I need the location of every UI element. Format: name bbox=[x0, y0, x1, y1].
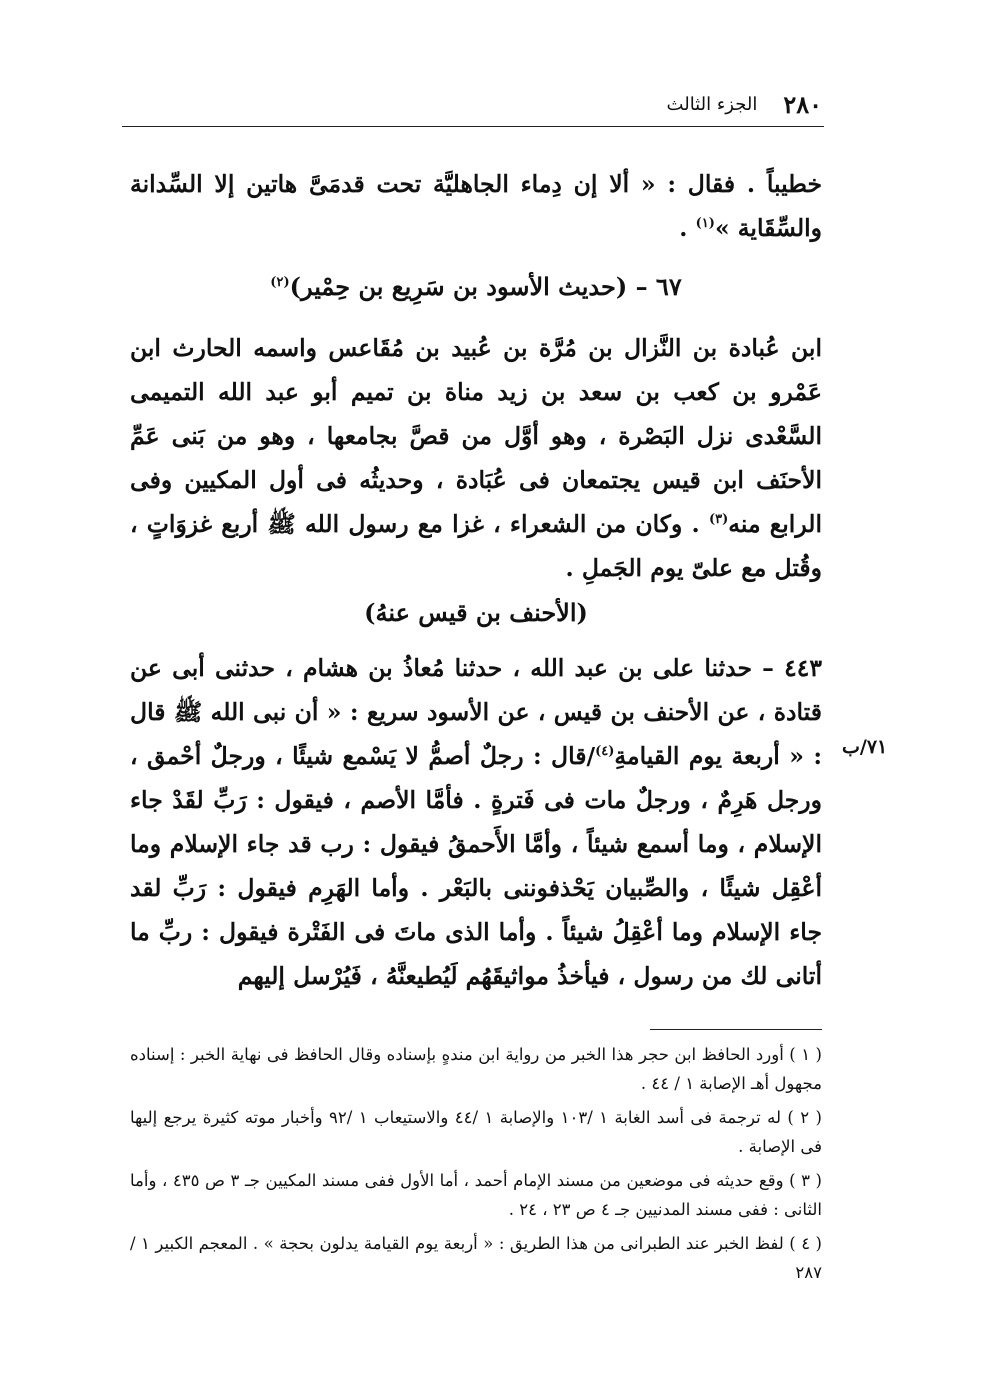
running-title: الجزء الثالث bbox=[666, 93, 758, 115]
subheading-ahnaf: (الأحنف بن قيس عنهُ) bbox=[364, 598, 588, 627]
header-rule bbox=[122, 126, 824, 127]
section-heading-67-text: ٦٧ – (حديث الأسود بن سَرِيع بن حِمْير) bbox=[289, 272, 682, 301]
footnote-3: ( ٣ ) وقع حديثه فى موضعين من مسند الإمام أحمد ، أما الأول ففى مسند المكيين جـ ٣ ص ٤٣٥ ، وأما الثانى : ففى مسند المدنيين جـ ٤ ص ٢٣ ، ٢٤ . bbox=[130, 1171, 822, 1219]
paragraph-2-text-b: . وكان من الشعراء ، غزا مع رسول الله ﷺ أربع غزوَاتٍ ، وقُتل مع علىّ يوم الجَملِ . bbox=[130, 510, 822, 582]
footnote-ref-4: (٤) bbox=[595, 744, 615, 760]
hadith-443-text-b: /قال : رجلٌ أصمُّ لا يَسْمع شيئًا ، ورجلٌ أحْمق ، ورجل هَرِمٌ ، ورجلٌ مات فى فَترةٍ . فأمَّا الأصم ، فيقول : رَبِّ لقَدْ جاء الإسلام ، وما أسمع شيئاً ، وأمَّا الأَحمقُ فيقول : رب قد جاء الإسلام وما أعْقِل شيئًا ، والصِّبيان يَحْذفوننى بالبَعْر . وأما الهَرِم فيقول : رَبِّ لقد جاء الإسلام وما أعْقِلُ شيئاً . وأما الذى ماتَ فى الفَتْرة فيقول : ربِّ ما أتانى لك من رسول ، فيأخذُ مواثيقَهُم لَيُطيعنَّهُ ، فَيُرْسل إليهم bbox=[130, 742, 822, 990]
footnotes bbox=[130, 1040, 822, 1292]
section-heading-67 bbox=[130, 272, 822, 301]
footnote-1: ( ١ ) أورد الحافظ ابن حجر هذا الخبر من رواية ابن مندهٍ بإسناده وقال الحافظ فى نهاية الخبر : إسناده مجهول أهـ الإصابة ١ / ٤٤ . bbox=[130, 1045, 822, 1093]
hadith-443-text-a: ٤٤٣ – حدثنا على بن عبد الله ، حدثنا مُعاذُ بن هشام ، حدثنى أبى عن قتادة ، عن الأحنف بن قيس ، عن الأسود سريع : « أن نبى الله ﷺ قال : « أربعة يوم القيامةِ bbox=[130, 654, 822, 770]
manuscript-folio-note: ٧١/ب bbox=[842, 736, 888, 758]
footnote-4: ( ٤ ) لفظ الخبر عند الطبرانى من هذا الطريق : « أربعة يوم القيامة يدلون بحجة » . المعجم الكبير ١ /٢٨٧ bbox=[130, 1234, 822, 1282]
page-number: ٢٨٠ bbox=[783, 89, 822, 119]
paragraph-1 bbox=[130, 162, 822, 250]
footnote-ref-2: (٢) bbox=[270, 275, 290, 290]
paragraph-2 bbox=[130, 326, 822, 590]
page-header bbox=[122, 86, 822, 122]
hadith-443 bbox=[130, 646, 822, 998]
footnote-ref-1: (١) bbox=[695, 216, 715, 232]
paragraph-1-tail: . bbox=[679, 214, 696, 242]
paragraph-2-text-a: ابن عُبادة بن النَّزال بن مُرَّة بن عُبيد بن مُقَاعس واسمه الحارث ابن عَمْرو بن كعب بن سعد بن زيد مناة بن تميم أبو عبد الله التميمى السَّعْدى نزل البَصْرة ، وهو أوَّل من قصَّ بجامعها ، وهو من بَنى عَمِّ الأحنَف ابن قيس يجتمعان فى عُبَادة ، وحديثُه فى أول المكيين وفى الرابع منه bbox=[130, 334, 822, 538]
footnote-ref-3: (٣) bbox=[708, 512, 729, 528]
paragraph-1-text: خطيباً . فقال : « ألا إن دِماء الجاهليَّة تحت قدمَىَّ هاتين إلا السِّدانة والسِّقَاية » bbox=[130, 170, 822, 242]
footnote-rule bbox=[650, 1029, 822, 1030]
footnote-2: ( ٢ ) له ترجمة فى أسد الغابة ١ /١٠٣ والإصابة ١ /٤٤ والاستيعاب ١ /٩٢ وأخبار موته كثيرة يرجع إليها فى الإصابة . bbox=[130, 1108, 822, 1156]
